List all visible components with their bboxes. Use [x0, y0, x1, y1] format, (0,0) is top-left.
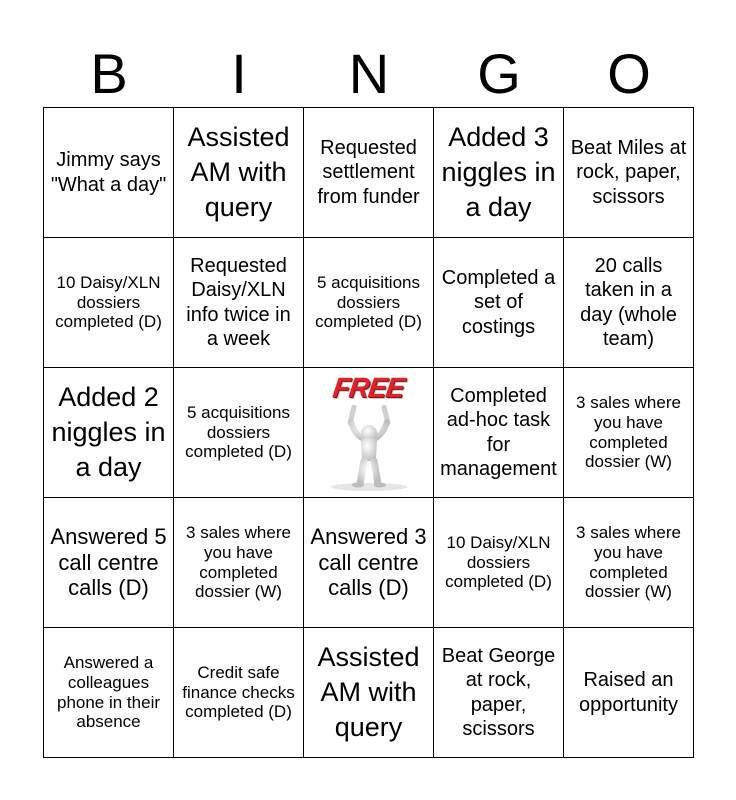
header-letter-n: N [348, 42, 390, 105]
bingo-cell[interactable]: 3 sales where you have completed dossier (W) [564, 368, 694, 498]
bingo-cell[interactable]: 3 sales where you have completed dossier (W) [174, 498, 304, 628]
bingo-cell[interactable]: 5 acquisitions dossiers completed (D) [174, 368, 304, 498]
bingo-cell[interactable]: Jimmy says "What a day" [44, 108, 174, 238]
bingo-cell[interactable]: Completed a set of costings [434, 238, 564, 368]
bingo-cell[interactable]: Added 2 niggles in a day [44, 368, 174, 498]
bingo-cell[interactable]: Answered 5 call centre calls (D) [44, 498, 174, 628]
header-letter-i: I [231, 42, 247, 105]
free-space [308, 372, 429, 493]
bingo-cell[interactable]: Answered a colleagues phone in their absence [44, 628, 174, 758]
bingo-cell[interactable]: Raised an opportunity [564, 628, 694, 758]
bingo-cell[interactable]: 5 acquisitions dossiers completed (D) [304, 238, 434, 368]
bingo-cell[interactable]: Added 3 niggles in a day [434, 108, 564, 238]
header-letter-b: B [90, 42, 128, 105]
header-letter-g: G [477, 42, 521, 105]
board-row [44, 628, 694, 758]
board-row [44, 238, 694, 368]
board-row [44, 108, 694, 238]
bingo-cell[interactable]: Completed ad-hoc task for management [434, 368, 564, 498]
bingo-cell[interactable]: Assisted AM with query [304, 628, 434, 758]
bingo-cell[interactable]: Assisted AM with query [174, 108, 304, 238]
bingo-cell[interactable]: Requested settlement from funder [304, 108, 434, 238]
figure-holding-sign-icon [324, 405, 414, 493]
bingo-cell[interactable]: 10 Daisy/XLN dossiers completed (D) [44, 238, 174, 368]
board-row [44, 368, 694, 498]
bingo-cell[interactable]: 10 Daisy/XLN dossiers completed (D) [434, 498, 564, 628]
bingo-header [44, 40, 694, 108]
bingo-cell[interactable]: Credit safe finance checks completed (D) [174, 628, 304, 758]
bingo-cell[interactable]: 20 calls taken in a day (whole team) [564, 238, 694, 368]
bingo-cell[interactable]: Beat Miles at rock, paper, scissors [564, 108, 694, 238]
bingo-cell[interactable]: Requested Daisy/XLN info twice in a week [174, 238, 304, 368]
bingo-cell[interactable]: 3 sales where you have completed dossier (W) [564, 498, 694, 628]
header-letter-o: O [607, 42, 651, 105]
bingo-cell[interactable]: Answered 3 call centre calls (D) [304, 498, 434, 628]
free-label: FREE [331, 372, 407, 404]
bingo-board [43, 107, 694, 758]
bingo-cell[interactable]: Beat George at rock, paper, scissors [434, 628, 564, 758]
free-cell[interactable] [304, 368, 434, 498]
board-row [44, 498, 694, 628]
